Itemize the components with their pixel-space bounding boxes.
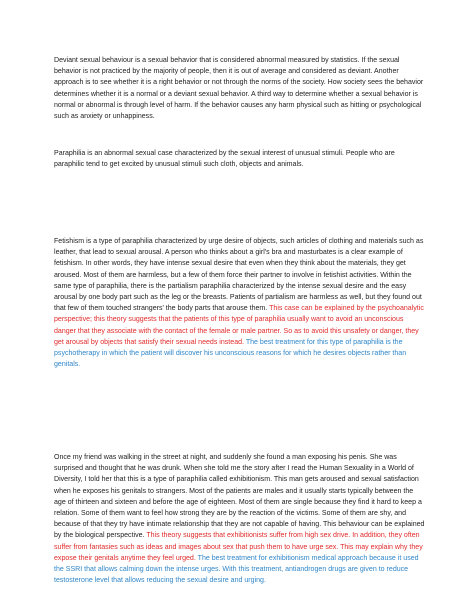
highlighted-blue-text: The best treatment for exhibitionism medical approach because it used the SSRI that allows calming down the intense urges. With this treatment, antiandrogen drugs are given to reduce testosterone level that allows reducing the sexual desire and urging. <box>54 554 419 585</box>
paragraph-exhibitionism <box>54 452 426 586</box>
paragraph-fetishism <box>54 236 426 370</box>
paragraph-paraphilia <box>54 148 426 170</box>
highlighted-red-text: This theory suggests that exhibitionists suffer from high sex drive. In addition, they often suffer from fantasies such as ideas and images about sex that push them to have urge sex. This may explain why they expose their genitals anytime they feel urged. <box>54 532 423 562</box>
paragraph-text: Paraphilia is an abnormal sexual case characterized by the sexual interest of unusual stimuli. People who are paraphilic tend to get excited by unusual stimuli such cloth, objects and animals. <box>54 150 395 169</box>
paragraph-text: Deviant sexual behaviour is a sexual behavior that is considered abnormal measured by statistics. If the sexual behavior is not practiced by the majority of people, then it is out of average and considered as deviant. Another approach is to see whether it is a right behavior or not through the norms of the society. How society sees the behavior determines whether it is a normal or a deviant sexual behavior. A third way to determine whether a sexual behavior is normal or abnormal is through level of harm. If the behavior causes any harm physical such as hitting or psychological such as anxiety or unhappiness. <box>54 57 424 121</box>
paragraph-deviant-sexual-behaviour <box>54 55 426 122</box>
highlighted-blue-text: The best treatment for this type of paraphilia is the psychotherapy in which the patient will discover his unconscious reasons for which he desires objects rather than genitals. <box>54 338 407 369</box>
highlighted-red-text: This case can be explained by the psychoanalytic perspective; this theory suggests that the patients of this type of paraphilia usually want to avoid an unconscious danger that they associate with the contact of the female or male partner. So as to avoid this unsafety or danger, they get arousal by objects that satisfy their sexual needs instead. <box>54 305 424 346</box>
paragraph-text: Fetishism is a type of paraphilia characterized by urge desire of objects, such articles of clothing and materials such as leather, that lead to sexual arousal. A person who thinks about a girl's bra and masturbates is a clear example of fetishism. In other words, they have intense sexual desire that even when they think about the materials, they get aroused. Most of them are harmless, but a few of them force their partner to involve in fetishist activities. Within the same type of paraphilia, there is the partialism paraphilia characterized by the intense sexual desire and the easy arousal by one body part such as the leg or the breasts. Patients of partialism are harmless as well, but they found out that few of them touched strangers' the body parts that arouse them. <box>54 238 424 313</box>
paragraph-text: Once my friend was walking in the street at night, and suddenly she found a man exposing his penis. She was surprised and thought that he was drunk. When she told me the story after I read the Human Sexuality in a World of Diversity, I told her that this is a type of paraphilia called exhibitionism. This man gets aroused and sexual satisfaction when he exposes his genitals to strangers. Most of the patients are males and it usually starts typically between the age of thirteen and sixteen and before the age of eighteen. Most of them are single because they find it hard to keep a relation. Some of them want to feel how strong they are by the reaction of the victims. Some of them are shy, and because of that they try have intimate relationship that they are not capable of having. This behaviour can be explained by the biological perspective. <box>54 454 425 540</box>
